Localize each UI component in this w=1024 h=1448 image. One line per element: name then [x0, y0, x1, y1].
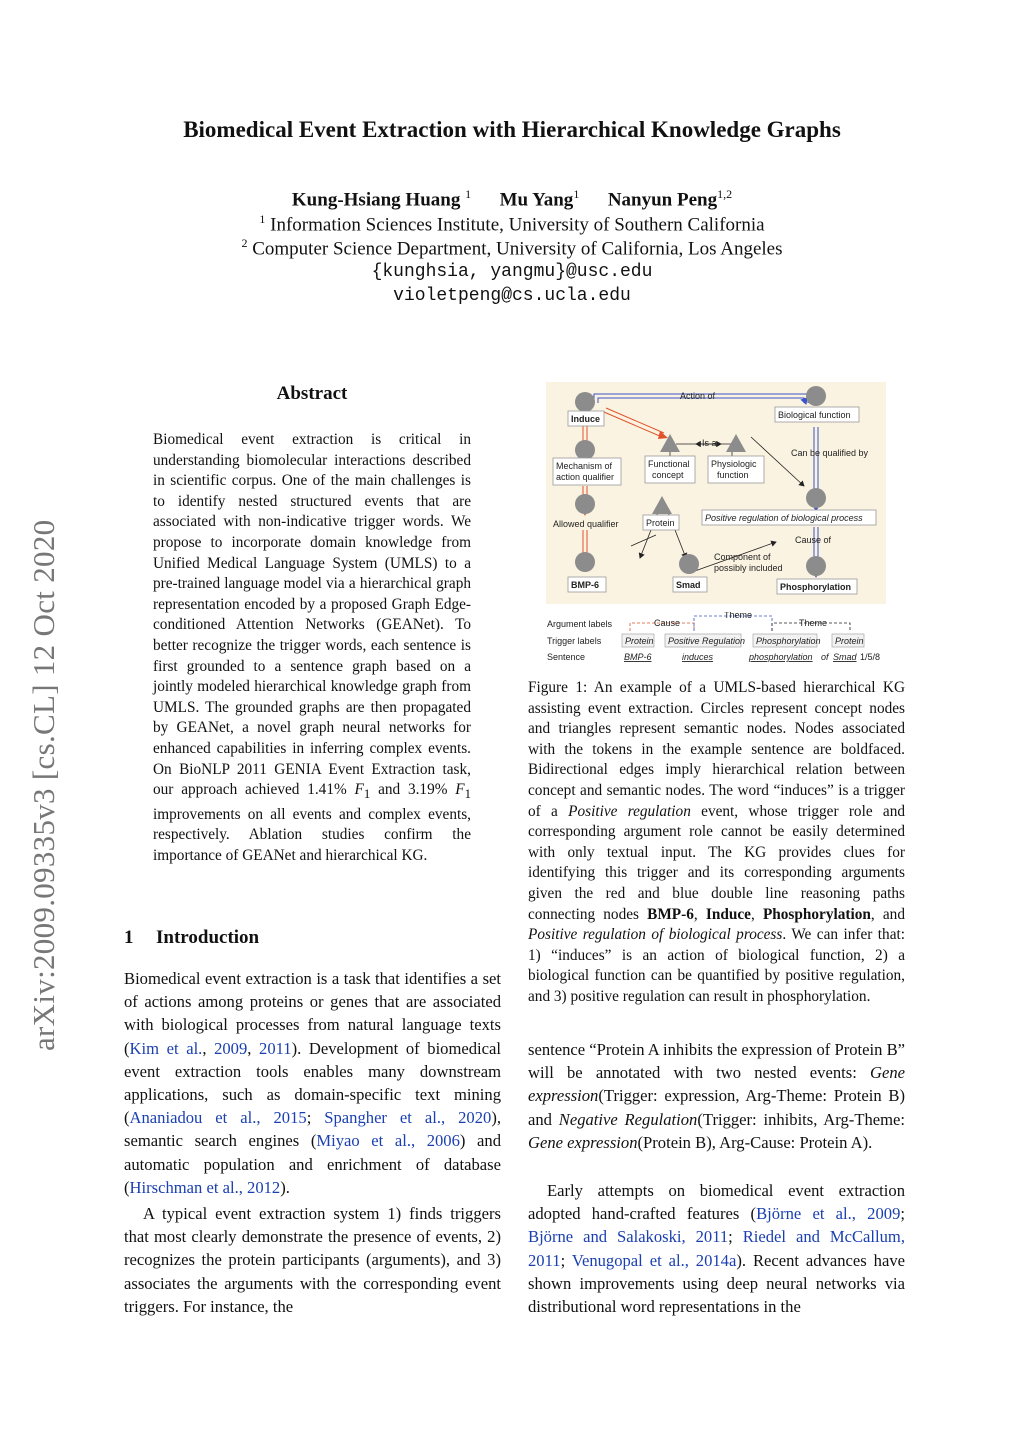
affiliation-text: Computer Science Department, University of California, Los Angeles	[252, 238, 783, 260]
row-trigger-labels: Trigger labels	[547, 636, 602, 646]
text-segment: (Trigger: expression, Arg-Theme: Protein B) and	[528, 1086, 905, 1129]
caption-bold: BMP-6	[647, 905, 694, 923]
text-segment: ), semantic search engines (	[124, 1108, 501, 1151]
trigger-label: Positive Regulation	[668, 636, 746, 646]
caption-segment: ,	[750, 905, 763, 923]
text-segment: sentence “Protein A inhibits the expression of Protein B” will be annotated with two nested events:	[528, 1040, 905, 1083]
author-affiliation-mark: 1,2	[717, 187, 733, 201]
trigger-label: Protein	[625, 636, 654, 646]
row-sentence: Sentence	[547, 652, 586, 662]
arxiv-side-stamp	[20, 455, 60, 1055]
email-line: violetpeng@cs.ucla.edu	[393, 286, 631, 306]
edge-action-of: Action of	[680, 391, 716, 401]
citation-link[interactable]: 2009	[214, 1038, 248, 1058]
node-allowed-qualifier: Allowed qualifier	[553, 519, 619, 529]
caption-bold: Phosphorylation	[762, 905, 871, 923]
edge-component-line1: Component of	[714, 552, 771, 562]
text-segment: Early attempts on biomedical event extraction adopted hand-crafted features (	[528, 1181, 905, 1224]
smad-circle	[679, 554, 699, 574]
citation-link[interactable]: Björne and Salakoski, 2011	[528, 1227, 729, 1247]
bmp6-circle	[575, 552, 595, 572]
node-mechanism-line1: Mechanism of	[556, 461, 613, 471]
f1-symbol: F	[455, 781, 465, 799]
sentence-word: induces	[682, 652, 714, 662]
author-name: Nanyun Peng	[607, 189, 718, 211]
text-segment: ). Development of biomedical event extraction tools enables many downstream applications, such as domain-specific text mining (	[124, 1038, 501, 1128]
text-italic: Gene expression	[528, 1132, 638, 1152]
mechanism-circle	[575, 440, 595, 460]
caption-segment: event, whose trigger role and corresponding argument role cannot be easily determined with only textual input. The KG provides clues for identifying this trigger and its corresponding arguments given the red and blue double line reasoning paths connecting nodes	[528, 802, 905, 923]
node-functional-line2: concept	[652, 470, 684, 480]
row-argument-labels: Argument labels	[547, 619, 613, 629]
edge-can-be-qualified-by: Can be qualified by	[791, 448, 869, 458]
author-list	[0, 187, 1024, 211]
caption-bold: Induce	[705, 905, 751, 923]
caption-italic: Positive regulation	[568, 802, 691, 820]
abstract-heading: Abstract	[276, 383, 348, 404]
kg-diagram	[546, 382, 886, 604]
arxiv-identifier: arXiv:2009.09335v3 [cs.CL] 12 Oct 2020	[26, 519, 61, 1051]
citation-link[interactable]: Ananiadou et al., 2015	[129, 1108, 307, 1128]
citation-link[interactable]: Venugopal et al., 2014a	[571, 1250, 737, 1270]
section-number: 1	[124, 927, 134, 948]
abstract-segment: and 3.19%	[370, 781, 456, 799]
text-segment: ).	[280, 1177, 290, 1197]
text-segment: ) and automatic population and enrichment of database (	[124, 1131, 501, 1197]
node-physiologic-line1: Physiologic	[711, 459, 757, 469]
node-bmp6: BMP-6	[571, 580, 600, 590]
intro-paragraph: A typical event extraction system 1) finds triggers that most clearly demonstrate the presence of events, 2) recognizes the protein participants (arguments), and 3) associates the arguments with the corresponding event triggers. For instance, the	[124, 1204, 501, 1316]
annotation-rows-svg	[544, 612, 894, 668]
positive-regulation-circle	[806, 488, 826, 508]
node-functional-line1: Functional	[648, 459, 690, 469]
arg-theme-1: Theme	[724, 612, 753, 620]
author-affiliation-mark: 1	[573, 187, 580, 201]
author-name: Mu Yang	[499, 189, 574, 211]
section-heading	[124, 927, 504, 949]
red-path-induce-functional	[604, 408, 668, 439]
node-physiologic-line2: function	[717, 470, 749, 480]
edge-cause-of: Cause of	[795, 535, 832, 545]
citation-link[interactable]: Spangher et al., 2020	[324, 1108, 492, 1128]
allowed-qualifier-circle	[575, 494, 595, 514]
citation-link[interactable]: Riedel and McCallum, 2011	[528, 1227, 905, 1270]
trigger-label: Phosphorylation	[756, 636, 821, 646]
node-phosphorylation: Phosphorylation	[780, 582, 852, 592]
body-paragraph: Early attempts on biomedical event extraction adopted hand-crafted features (Björne et al., 2009; Björne and Salakoski, 2011; Riedel and McCallum, 2011; Venugopal et al., 2014a). Recent advances have shown improvements using deep neural networks via distributional word representations in the	[528, 1181, 905, 1317]
text-italic: Negative Regulation	[558, 1109, 698, 1129]
node-mechanism-line2: action qualifier	[556, 472, 615, 482]
intro-paragraph: Biomedical event extraction is a task that identifies a set of actions among proteins or genes that are associated with biological processes from natural language texts (Kim et al., 2009, 2011). Development of biomedical event extraction tools enables many downstream applications, such as domain-specific text mining (Ananiadou et al., 2015; Spangher et al., 2020), semantic search engines (Miyao et al., 2006) and automatic population and enrichment of database (Hirschman et al., 2012).	[124, 969, 501, 1197]
node-biological-function: Biological function	[778, 410, 851, 420]
sentence-word: Smad	[833, 652, 857, 662]
sentence-word: of	[821, 652, 829, 662]
phosphorylation-circle	[806, 556, 826, 576]
sentence-word: phosphorylation	[749, 652, 813, 662]
edge-is-a: Is a	[702, 438, 717, 448]
figure-caption	[528, 678, 905, 1008]
citation-link[interactable]: Björne et al., 2009	[756, 1204, 901, 1224]
node-smad: Smad	[676, 580, 701, 590]
body-paragraph	[528, 1038, 905, 1154]
trigger-label: Protein	[835, 636, 864, 646]
node-protein: Protein	[646, 518, 675, 528]
citation-link[interactable]: Miyao et al., 2006	[316, 1131, 460, 1151]
author-affiliation-mark: 1	[465, 187, 472, 201]
abstract-segment: Biomedical event extraction is critical in understanding biomolecular interactions described in scientific corpus. One of the main challenges is to identify nested structured events that are associated with non-indicative trigger words. We propose to incorporate domain knowledge from Unified Medical Language System (UMLS) to a pre-trained language model via a hierarchical graph representation encoded by a proposed Graph Edge-conditioned Attention Networks (GEANet). To better recognize the trigger words, each sentence is first grounded to a sentence graph based on a jointly modeled hierarchical knowledge graph from UMLS. The grounded graphs are then propagated by GEANet, a novel graph neural networks for enhanced capabilities in inferring complex events. On BioNLP 2011 GENIA Event Extraction task, our approach achieved 1.41%	[153, 431, 471, 799]
caption-segment: . We can infer that: 1) “induces” is an action of biological function, 2) a biological function can be quantified by positive regulation, and 3) positive regulation can result in phosphorylation.	[528, 926, 905, 1005]
biological-function-circle	[806, 386, 826, 406]
node-induce: Induce	[571, 414, 601, 424]
sentence-word: 1/5/8	[860, 652, 881, 662]
text-italic: Gene expression	[528, 1063, 905, 1106]
text-segment: (Trigger: inhibits, Arg-Theme:	[697, 1109, 905, 1129]
citation-link[interactable]: Kim et al.	[129, 1038, 203, 1058]
text-segment: ). Recent advances have shown improvements using deep neural networks via distributional word representations in the	[528, 1250, 905, 1317]
abstract-text: Biomedical event extraction is critical in understanding biomolecular interactions described in scientific corpus. One of the main challenges is to identify nested structured events that are associated with non-indicative trigger words. We propose to incorporate domain knowledge from Unified Medical Language System (UMLS) to a pre-trained language model via a hierarchical graph representation encoded by a proposed Graph Edge-conditioned Attention Networks (GEANet). To better recognize the trigger words, each sentence is first grounded to a sentence graph based on a jointly modeled hierarchical knowledge graph from UMLS. The grounded graphs are then propagated by GEANet, a novel graph neural networks for enhanced capabilities in inferring complex events. On BioNLP 2011 GENIA Event Extraction task, our approach achieved 1.41% $F_1$ and 3.19% $F_1$ improvements on all events and complex events, respectively. Ablation studies confirm the importance of GEANet and hierarchical KG.	[153, 431, 472, 864]
arg-theme-2: Theme	[799, 618, 828, 628]
author-name: Kung-Hsiang Huang	[291, 189, 461, 211]
edge-component-line2: possibly included	[714, 563, 783, 573]
sentence-word: BMP-6	[624, 652, 652, 662]
affiliation-mark: 1	[259, 212, 266, 226]
affiliation-mark: 2	[241, 236, 248, 250]
arg-cause: Cause	[654, 618, 681, 628]
protein-triangle	[652, 496, 672, 514]
caption-segment: Figure 1: An example of a UMLS-based hierarchical KG assisting event extraction. Circles represent concept nodes and triangles represent semantic nodes. Nodes associated with the tokens in the example sentence are boldfaced. Bidirectional edges imply hierarchical relation between concept and semantic nodes. The word “induces” is a trigger of a	[528, 679, 905, 820]
physiologic-function-triangle	[726, 434, 746, 452]
caption-segment: , and	[870, 905, 905, 923]
abstract-segment: improvements on all events and complex events, respectively. Ablation studies confirm the importance of GEANet and hierarchical KG.	[153, 805, 471, 864]
figure-annotation-rows	[544, 612, 894, 668]
node-positive-regulation: Positive regulation of biological process	[705, 513, 863, 523]
caption-segment: ,	[693, 905, 706, 923]
citation-link[interactable]: Hirschman et al., 2012	[129, 1177, 281, 1197]
text-segment: Biomedical event extraction is a task that identifies a set of actions among proteins or genes that are associated with biological processes from natural language texts (	[124, 969, 501, 1058]
citation-link[interactable]: 2011	[259, 1038, 292, 1058]
affiliation-text: Information Sciences Institute, University of Southern California	[270, 214, 765, 236]
text-segment: (Protein B), Arg-Cause: Protein A).	[637, 1132, 873, 1152]
paper-title: Biomedical Event Extraction with Hierarchical Knowledge Graphs	[183, 117, 841, 142]
caption-italic: Positive regulation of biological process	[528, 926, 783, 944]
affiliation-line	[0, 236, 1024, 260]
email-line: {kunghsia, yangmu}@usc.edu	[371, 262, 653, 282]
affiliation-line	[0, 212, 1024, 236]
f1-symbol: F	[354, 781, 364, 799]
figure-knowledge-graph	[546, 382, 886, 604]
induce-node-circle	[575, 392, 595, 412]
section-title: Introduction	[156, 927, 260, 948]
